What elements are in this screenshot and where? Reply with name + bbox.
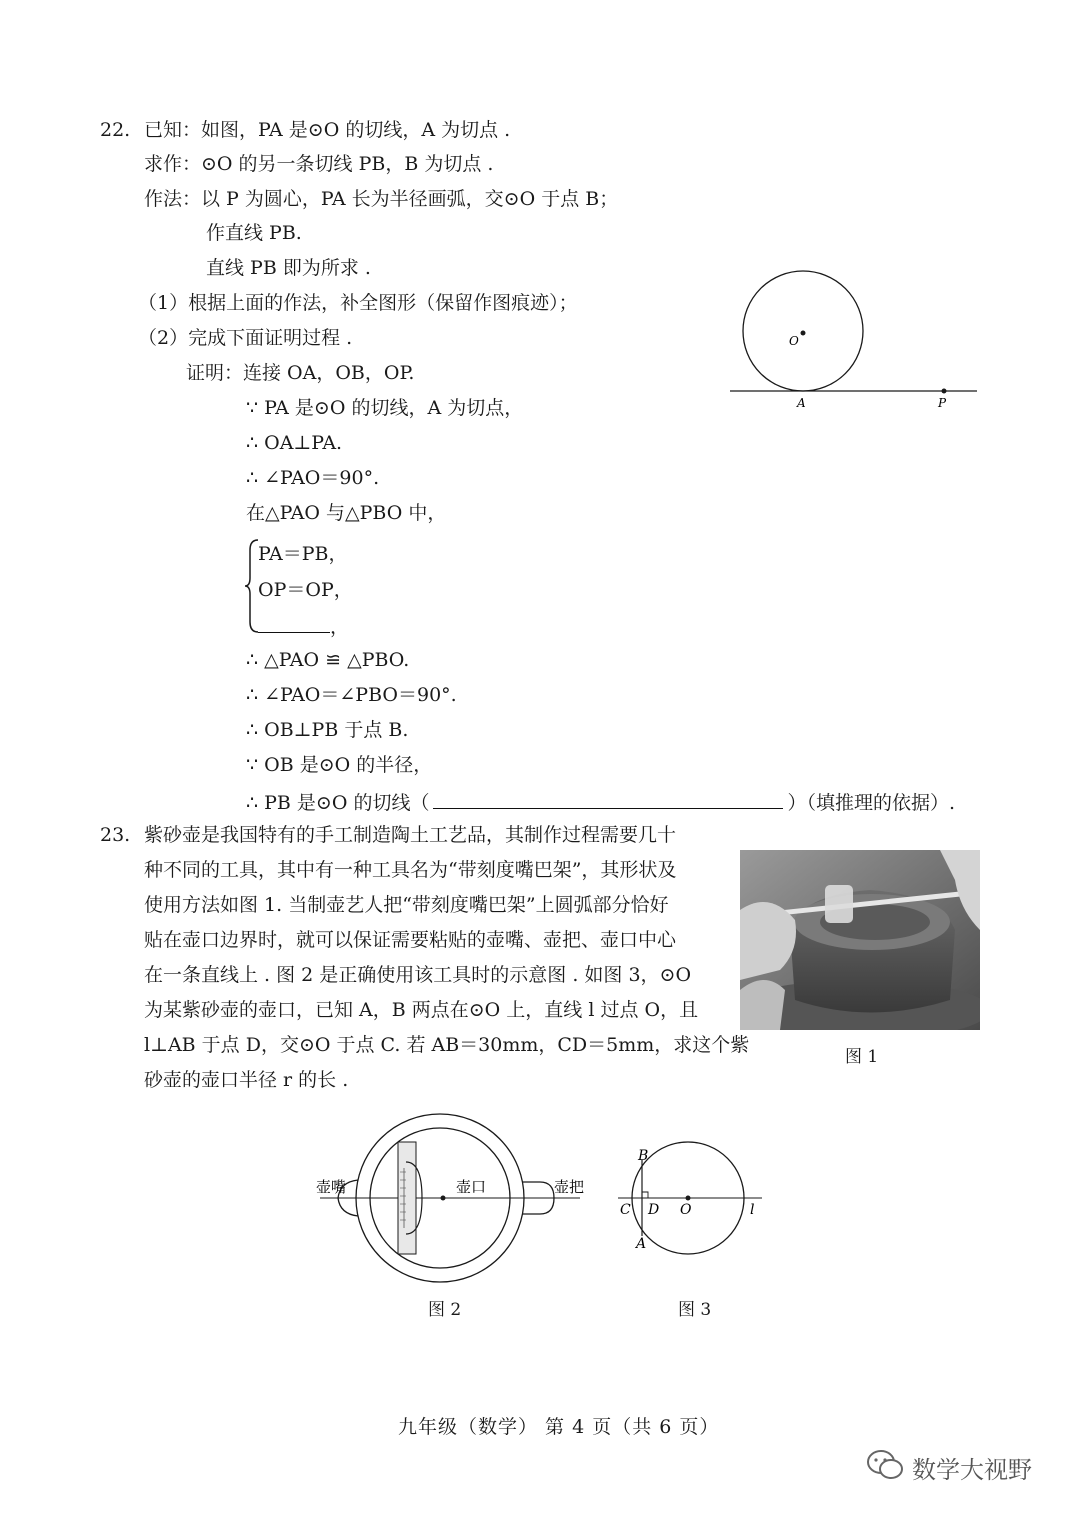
fig1-photo xyxy=(740,850,980,1030)
q22-number: 22. xyxy=(100,119,131,141)
q22-proof-line: 在△PAO 与△PBO 中， xyxy=(246,502,447,524)
q23-text-line: 使用方法如图 1. 当制壶艺人把“带刻度嘴巴架”上圆弧部分恰好 xyxy=(144,894,669,916)
q22-part1: （1）根据上面的作法，补全图形（保留作图痕迹）； xyxy=(138,292,578,314)
fig1-caption: 图 1 xyxy=(845,1047,879,1067)
q22-method: 作法：以 P 为圆心，PA 长为半径画弧，交⊙O 于点 B； xyxy=(144,188,619,210)
q22-to-construct: 求作：⊙O 的另一条切线 PB，B 为切点 . xyxy=(144,153,494,175)
q22-proof-line: ∴ OA⊥PA. xyxy=(246,432,343,454)
watermark-text: 数学大视野 xyxy=(912,1456,1032,1484)
label-spout: 壶嘴 xyxy=(316,1178,347,1196)
fig3-caption: 图 3 xyxy=(678,1300,712,1320)
q23-text-line: l⊥AB 于点 D，交⊙O 于点 C. 若 AB＝30mm，CD＝5mm，求这个紫 xyxy=(144,1034,750,1056)
fig3-diagram xyxy=(612,1140,772,1260)
label-d: D xyxy=(648,1202,660,1218)
q22-proof-conclusion: ∴ PB 是⊙O 的切线（ ）（填推理的依据）. xyxy=(246,788,955,815)
q23-text-line: 紫砂壶是我国特有的手工制造陶土工艺品，其制作过程需要几十 xyxy=(144,824,677,846)
q23-text-line: 在一条直线上 . 图 2 是正确使用该工具时的示意图 . 如图 3，⊙O xyxy=(144,964,692,986)
q22-proof-line: ∴ ∠PAO＝90°. xyxy=(246,467,380,489)
label-o: O xyxy=(680,1202,692,1218)
label-o: O xyxy=(789,334,799,348)
label-p: P xyxy=(938,396,947,410)
page-footer: 九年级（数学） 第 4 页（共 6 页） xyxy=(398,1416,720,1438)
q22-figure xyxy=(725,265,985,415)
q22-method-step3: 直线 PB 即为所求 . xyxy=(206,257,371,279)
q22-proof-start: 证明：连接 OA，OB，OP. xyxy=(186,362,415,384)
q22-cond3: ， xyxy=(258,612,349,639)
q22-proof-line: ∴ OB⊥PB 于点 B. xyxy=(246,719,409,741)
q22-part2: （2）完成下面证明过程 . xyxy=(138,327,353,349)
q23-number: 23. xyxy=(100,824,131,846)
label-c: C xyxy=(620,1202,631,1218)
q23-text-line: 贴在壶口边界时，就可以保证需要粘贴的壶嘴、壶把、壶口中心 xyxy=(144,929,677,951)
q22-given: 已知：如图，PA 是⊙O 的切线，A 为切点 . xyxy=(144,119,511,141)
fig2-caption: 图 2 xyxy=(428,1300,462,1320)
q22-cond2: OP＝OP， xyxy=(258,579,353,601)
q22-proof-line: ∵ OB 是⊙O 的半径， xyxy=(246,754,433,776)
wechat-icon xyxy=(866,1448,906,1482)
fig2-diagram xyxy=(310,1110,600,1290)
reason-blank[interactable] xyxy=(433,788,783,809)
label-b: B xyxy=(638,1148,649,1164)
q23-text-line: 种不同的工具，其中有一种工具名为“带刻度嘴巴架”，其形状及 xyxy=(144,859,677,881)
q22-proof-line: ∵ PA 是⊙O 的切线，A 为切点， xyxy=(246,397,524,419)
label-a: A xyxy=(636,1236,647,1252)
label-l: l xyxy=(750,1202,755,1218)
q23-text-line: 砂壶的壶口半径 r 的长 . xyxy=(144,1069,349,1091)
label-mouth: 壶口 xyxy=(456,1178,487,1196)
label-a: A xyxy=(797,396,806,410)
q22-method-step2: 作直线 PB. xyxy=(206,222,302,244)
answer-blank[interactable] xyxy=(258,612,330,633)
q23-text-line: 为某紫砂壶的壶口，已知 A，B 两点在⊙O 上，直线 l 过点 O，且 xyxy=(144,999,699,1021)
label-handle: 壶把 xyxy=(554,1178,585,1196)
q22-proof-line: ∴ ∠PAO＝∠PBO＝90°. xyxy=(246,684,457,706)
q22-proof-line: ∴ △PAO ≌ △PBO. xyxy=(246,649,410,671)
q22-cond1: PA＝PB， xyxy=(258,543,348,565)
